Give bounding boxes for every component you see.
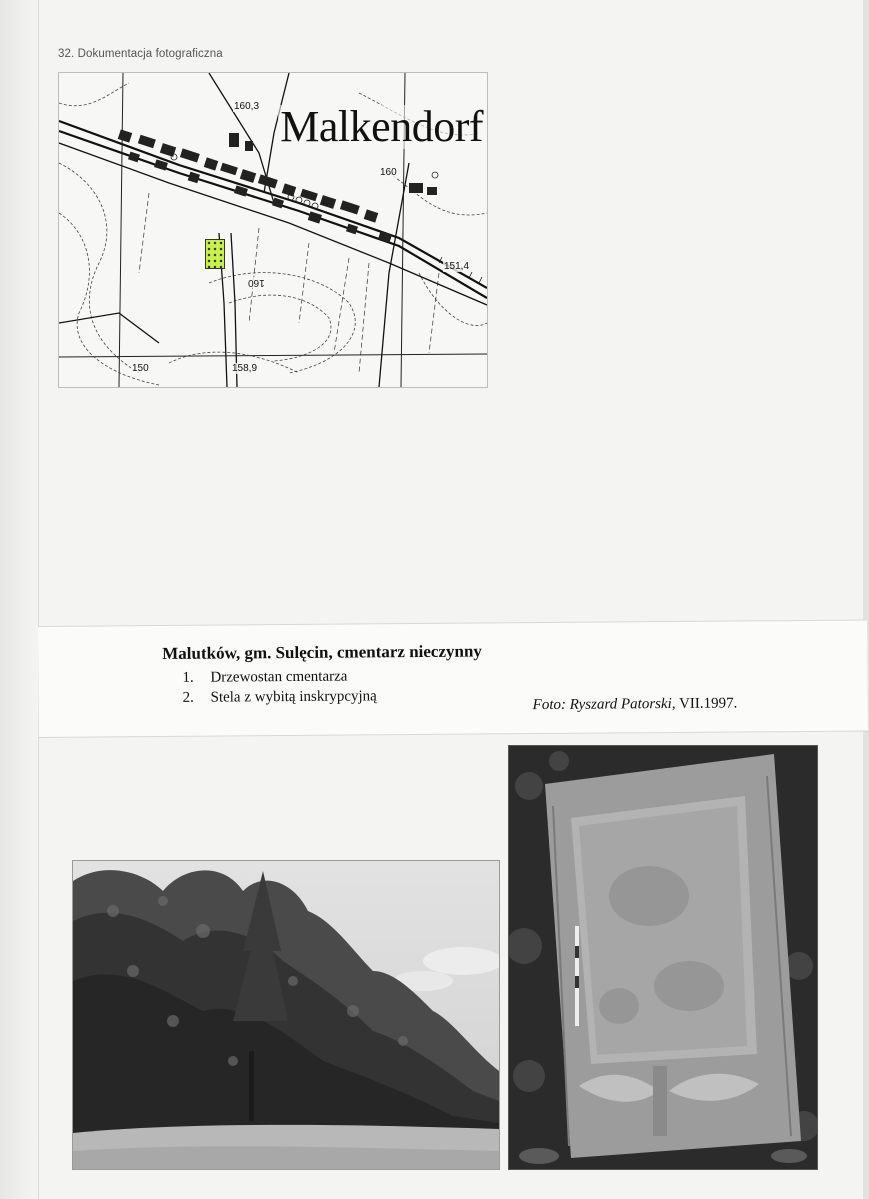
- section-header: 32. Dokumentacja fotograficzna: [58, 48, 223, 60]
- map-elevation-label: 160: [380, 167, 397, 178]
- page-right-edge: [863, 0, 869, 1199]
- caption-list-item: [182, 686, 376, 708]
- map-elevation-label: 151,4: [444, 261, 470, 272]
- cemetery-location-marker: [205, 239, 225, 269]
- photo-trees-drawing: [73, 861, 499, 1169]
- photo-cemetery-trees: [72, 860, 500, 1170]
- map-elevation-label: 160: [248, 277, 265, 288]
- photo-stone-stele: [508, 745, 818, 1170]
- caption-item-number: 1.: [182, 669, 194, 686]
- caption-list-item: [182, 666, 376, 688]
- map-place-name: Malkendorf: [280, 102, 483, 151]
- map-elevation-label: 150: [132, 363, 149, 374]
- photo-credit-date: VII.1997.: [678, 695, 738, 712]
- photo-credit: [533, 696, 738, 715]
- caption-item-text: Stela z wybitą inskrypcyjną: [210, 688, 377, 706]
- photo-credit-author: Foto: Ryszard Patorski,: [532, 695, 676, 714]
- caption-strip: [38, 619, 868, 738]
- map-elevation-label: 160,3: [234, 101, 260, 112]
- caption-list: [182, 666, 377, 708]
- caption-title: Malutków, gm. Sulęcin, cmentarz nieczynny: [162, 641, 482, 664]
- topographic-map: [58, 72, 488, 388]
- caption-item-text: Drzewostan cmentarza: [210, 668, 348, 686]
- page-left-edge: [0, 0, 39, 1199]
- map-elevation-label: 158,9: [232, 363, 258, 374]
- caption-item-number: 2.: [182, 689, 194, 706]
- photo-stele-drawing: [509, 746, 817, 1169]
